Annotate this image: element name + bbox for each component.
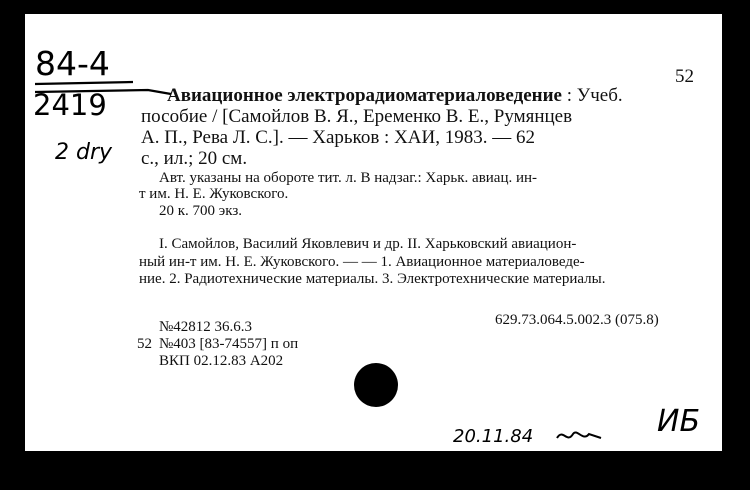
tracing-line-1: I. Самойлов, Василий Яковлевич и др. II. Харьковский авиацион- — [159, 236, 577, 252]
price-edition: 20 к. 700 экз. — [159, 203, 242, 219]
handwritten-code-top: 84-4 — [35, 44, 110, 83]
description-line-4: с., ил.; 20 см. — [141, 148, 248, 169]
registration-number: 52 — [137, 336, 152, 352]
description-line-2: пособие / [Самойлов В. Я., Еременко В. Е., Румянцев — [141, 106, 573, 127]
handwritten-note: 2 dry — [55, 140, 113, 165]
registration-line-2: №403 [83-74557] п оп — [159, 336, 299, 352]
note-1-line-1: Авт. указаны на обороте тит. л. В надзаг.: Харьк. авиац. ин- — [159, 170, 538, 186]
tracing-line-2: ный ин-т им. Н. Е. Жуковского. — — 1. Авиационное материаловеде- — [139, 254, 585, 270]
handwritten-signature-squiggle — [555, 426, 605, 446]
book-title: Авиационное электрорадиоматериаловедение — [167, 85, 562, 106]
title-remainder: : Учеб. — [566, 85, 623, 106]
udc-code: 629.73.064.5.002.3 (075.8) — [495, 312, 659, 328]
registration-line-1: №42812 36.6.3 — [159, 319, 253, 335]
registration-line-3: ВКП 02.12.83 А202 — [159, 353, 284, 369]
tracing-line-3: ние. 2. Радиотехнические материалы. 3. Электротехнические материалы. — [139, 271, 606, 287]
description-line-3: А. П., Рева Л. С.]. — Харьков : ХАИ, 1983. — 62 — [141, 127, 535, 148]
handwritten-initials: ИБ — [657, 404, 701, 439]
card-number: 52 — [675, 66, 694, 87]
punch-hole — [354, 363, 398, 407]
handwritten-code-mid: 2419 — [33, 88, 107, 122]
note-1-line-2: т им. Н. Е. Жуковского. — [139, 186, 289, 202]
handwritten-date: 20.11.84 — [453, 426, 534, 447]
title-line — [167, 85, 623, 106]
catalog-card — [25, 14, 722, 451]
